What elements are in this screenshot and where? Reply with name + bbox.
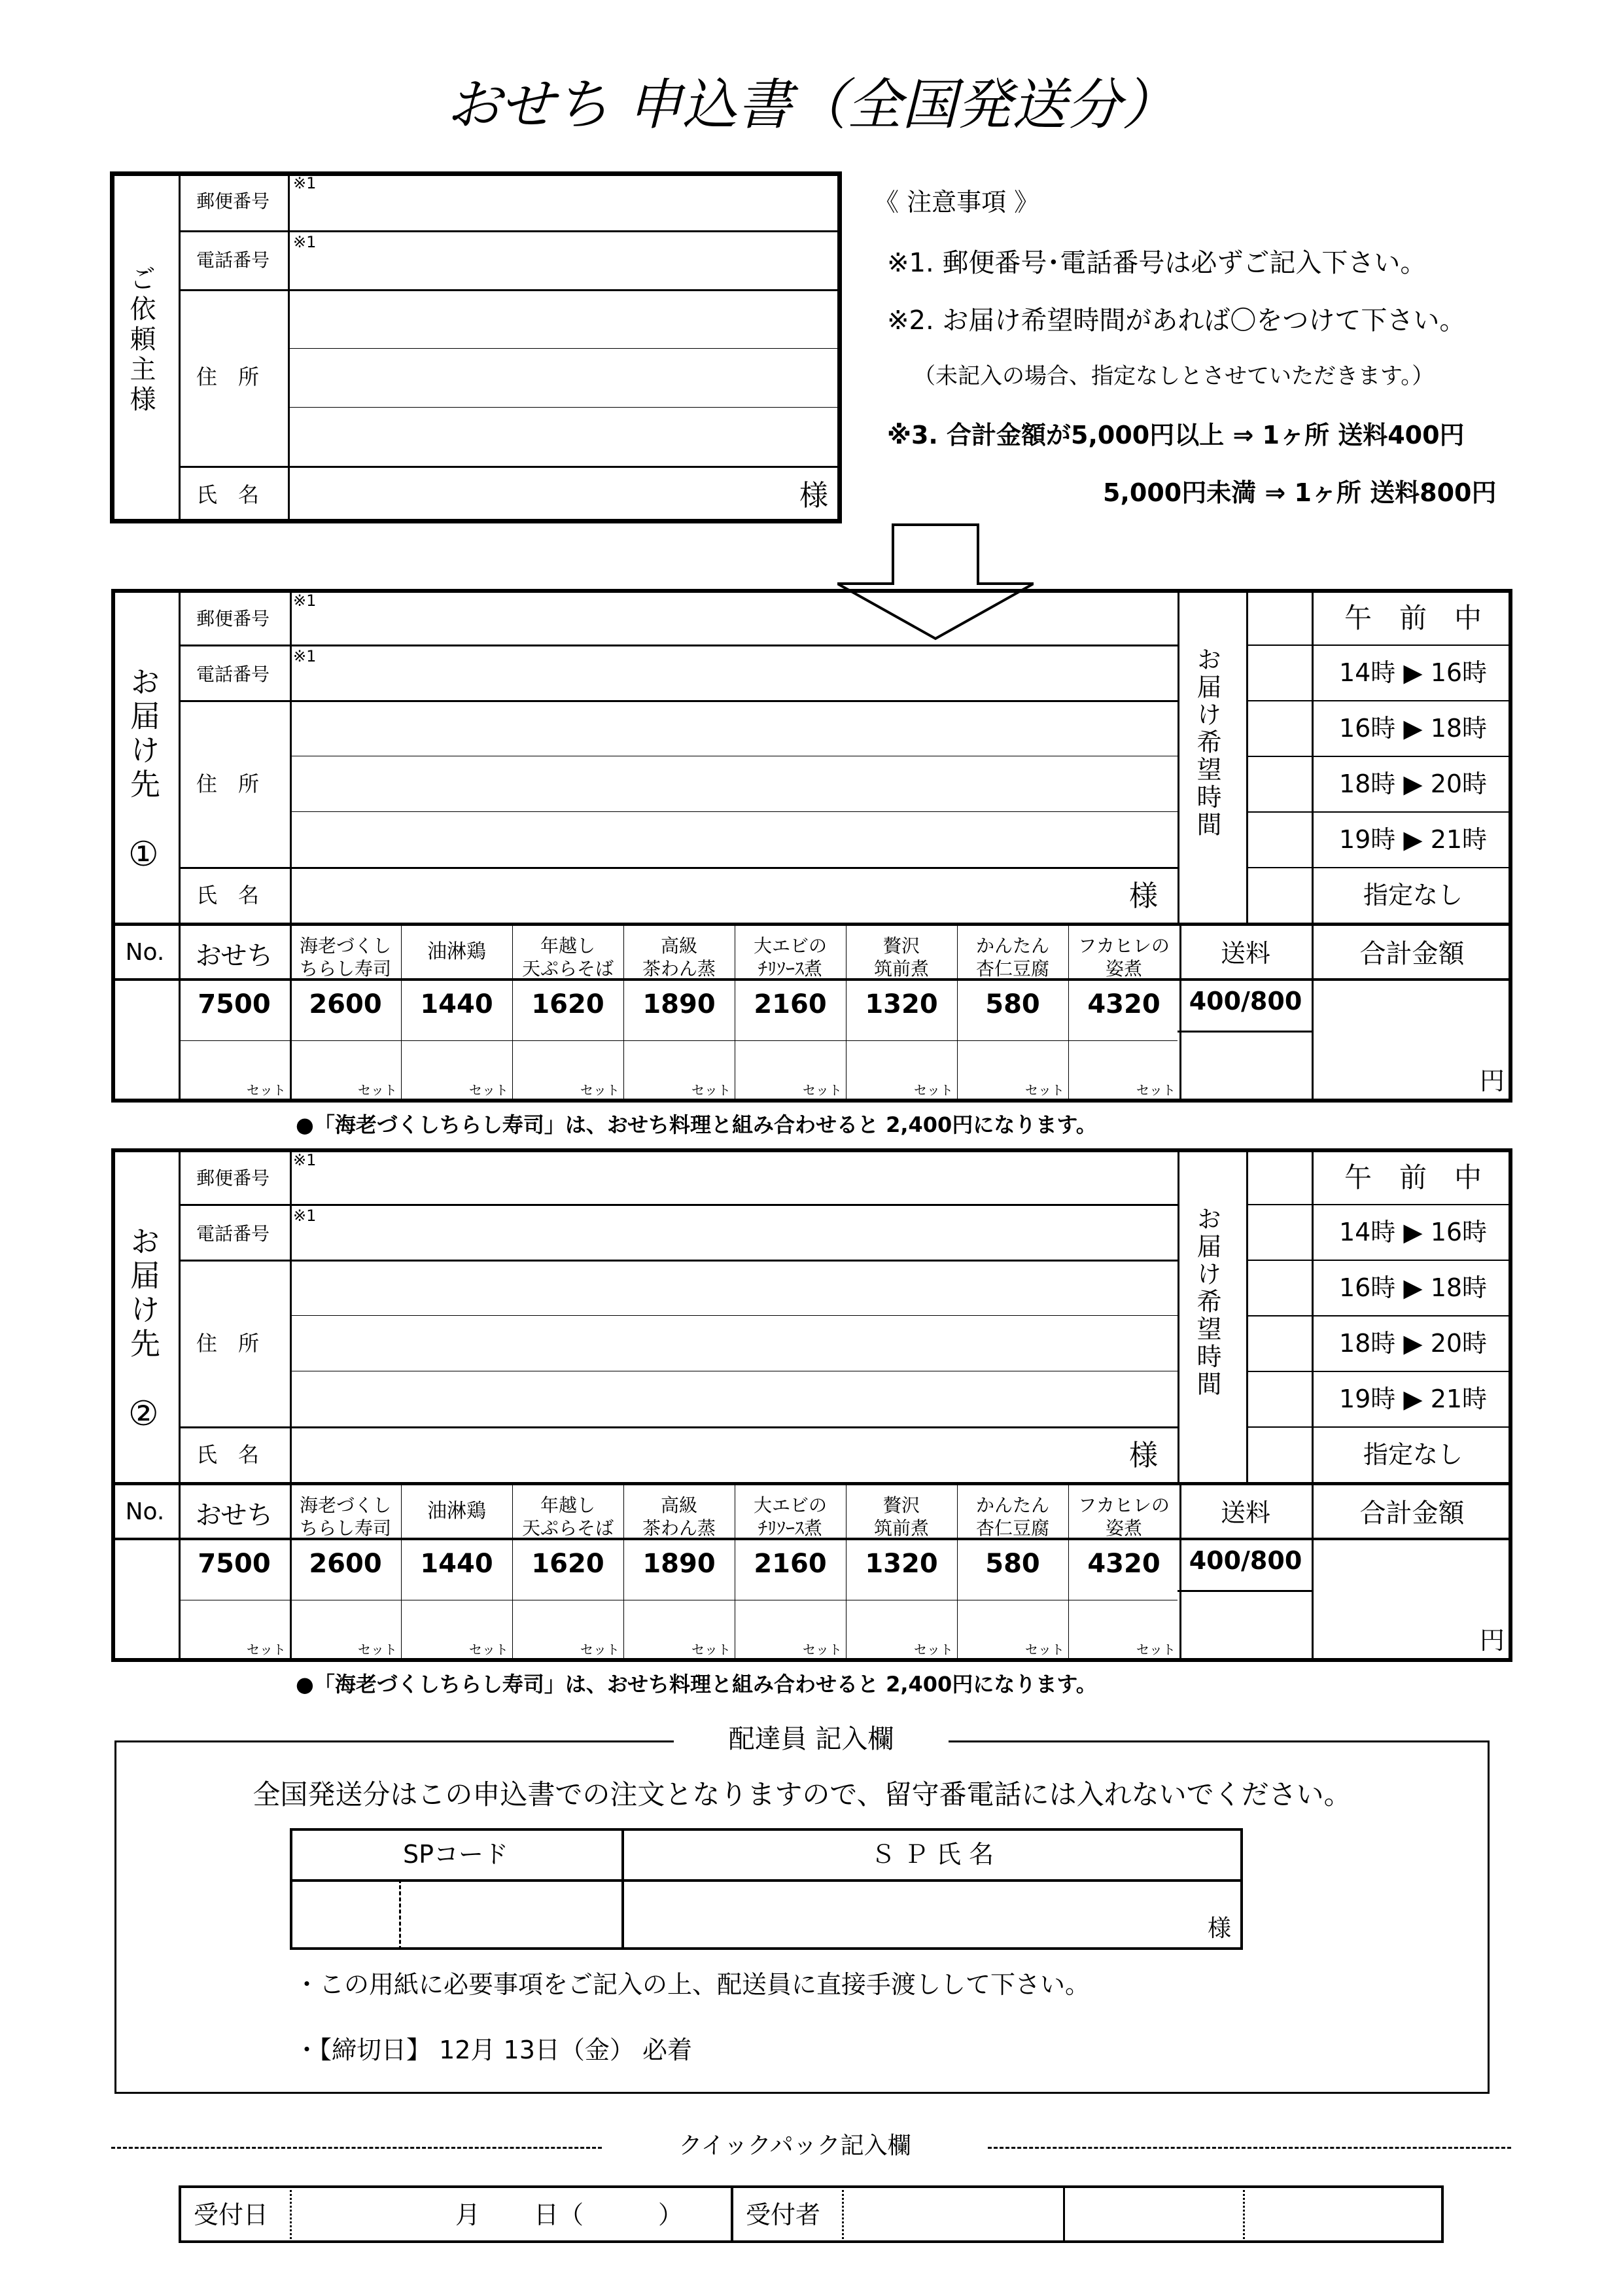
- item-price: 2600: [309, 989, 382, 1019]
- total-input[interactable]: [1316, 1544, 1473, 1649]
- total-label: 合計金額: [1359, 939, 1465, 969]
- item-unit-label: セット: [803, 1642, 842, 1657]
- sp-name-input[interactable]: [627, 1884, 1202, 1946]
- sp-code-input-1[interactable]: [294, 1884, 396, 1946]
- time-slot-5[interactable]: 19時 ▶ 21時: [1338, 1385, 1488, 1413]
- item-name: 贅沢 筑前煮: [873, 1494, 929, 1539]
- item-name: 高級 茶わん蒸: [642, 935, 716, 980]
- row-number-input[interactable]: [118, 985, 175, 1096]
- time-slot-3[interactable]: 16時 ▶ 18時: [1338, 714, 1488, 743]
- delivery-name-input[interactable]: [294, 870, 1125, 920]
- item-quantity-input[interactable]: [183, 1044, 248, 1095]
- delivery-address-label: 住 所: [196, 1331, 260, 1356]
- delivery-name-label: 氏 名: [196, 883, 260, 908]
- item-quantity-input[interactable]: [739, 1604, 804, 1655]
- item-price: 1890: [642, 1549, 716, 1579]
- courier-bullet-2: ・【締切日】 12月 13日（金） 必着: [294, 2036, 692, 2064]
- item-name: 贅沢 筑前煮: [873, 935, 929, 980]
- requester-postal-label: 郵便番号: [196, 190, 270, 212]
- time-slot-6[interactable]: 指定なし: [1363, 881, 1463, 910]
- time-slot-6[interactable]: 指定なし: [1363, 1440, 1463, 1469]
- received-date-label: 受付日: [194, 2200, 269, 2229]
- requester-address-input-2[interactable]: [294, 353, 831, 404]
- item-price: 2160: [754, 989, 827, 1019]
- item-quantity-input[interactable]: [405, 1604, 470, 1655]
- yen-label: 円: [1480, 1626, 1505, 1655]
- item-unit-label: セット: [803, 1082, 842, 1098]
- sp-name-label: Ｓ Ｐ 氏 名: [870, 1840, 994, 1869]
- time-slot-mark-3[interactable]: [1248, 703, 1310, 754]
- delivery-address-label: 住 所: [196, 771, 260, 796]
- item-unit-label: セット: [1025, 1642, 1064, 1657]
- delivery-side-label: お届け先: [126, 666, 161, 802]
- delivery-address-input-2[interactable]: [294, 1318, 1171, 1368]
- item-unit-label: セット: [1136, 1082, 1176, 1098]
- note-2: ※2. お届け希望時間があれば〇をつけて下さい。: [887, 306, 1466, 336]
- item-name: 年越し 天ぷらそば: [521, 1494, 614, 1539]
- requester-side-label: ご依頼主様: [126, 265, 156, 415]
- delivery-side-label: お届け先: [126, 1226, 161, 1362]
- item-price: 580: [985, 1549, 1040, 1579]
- time-slot-1[interactable]: 午 前 中: [1344, 602, 1482, 634]
- item-unit-label: セット: [914, 1642, 953, 1657]
- delivery-number-mark: ②: [128, 1394, 159, 1434]
- item-quantity-input[interactable]: [961, 1044, 1026, 1095]
- sp-code-label: SPコード: [402, 1840, 509, 1869]
- delivery-postal-ref: ※1: [293, 1151, 317, 1169]
- item-price: 7500: [198, 1549, 271, 1579]
- item-name: 油淋鶏: [427, 1500, 486, 1523]
- receiver-input-2[interactable]: [1068, 2191, 1239, 2238]
- courier-heading: 配達員 記入欄: [728, 1724, 894, 1754]
- sp-code-input-2[interactable]: [403, 1884, 619, 1946]
- delivery-address-input-2[interactable]: [294, 758, 1171, 808]
- note-3-sub: 5,000円未満 ⇒ 1ヶ所 送料800円: [1103, 478, 1497, 507]
- item-name: 海老づくし ちらし寿司: [299, 1494, 391, 1539]
- delivery-postal-ref: ※1: [293, 592, 317, 610]
- item-quantity-input[interactable]: [739, 1044, 804, 1095]
- time-slot-5[interactable]: 19時 ▶ 21時: [1338, 825, 1488, 854]
- receiver-input-1[interactable]: [846, 2191, 1060, 2238]
- item-quantity-input[interactable]: [516, 1044, 582, 1095]
- delivery-postal-input[interactable]: [327, 1160, 1171, 1201]
- requester-postal-input[interactable]: [327, 183, 831, 226]
- time-slot-2[interactable]: 14時 ▶ 16時: [1338, 1218, 1488, 1246]
- delivery-phone-ref: ※1: [293, 1207, 317, 1225]
- item-unit-label: セット: [691, 1642, 731, 1657]
- item-price: 1890: [642, 989, 716, 1019]
- delivery-honorific: 様: [1129, 879, 1158, 913]
- item-name: フカヒレの 姿煮: [1078, 1494, 1170, 1539]
- item-price: 2160: [754, 1549, 827, 1579]
- requester-address-label: 住 所: [196, 364, 260, 389]
- delivery-name-input[interactable]: [294, 1430, 1125, 1479]
- delivery-postal-label: 郵便番号: [196, 1167, 270, 1189]
- time-slot-mark-1[interactable]: [1248, 592, 1310, 643]
- total-label: 合計金額: [1359, 1498, 1465, 1528]
- item-name: おせち: [195, 1500, 273, 1530]
- delivery-number-mark: ①: [128, 835, 159, 874]
- item-quantity-input[interactable]: [294, 1604, 359, 1655]
- row-number-input[interactable]: [118, 1544, 175, 1655]
- item-price: 580: [985, 989, 1040, 1019]
- delivery-address-input-1[interactable]: [294, 1262, 1171, 1312]
- received-day-input[interactable]: [481, 2191, 531, 2238]
- item-price: 7500: [198, 989, 271, 1019]
- item-name: かんたん 杏仁豆腐: [975, 935, 1049, 980]
- item-quantity-input[interactable]: [1072, 1604, 1138, 1655]
- item-price: 2600: [309, 1549, 382, 1579]
- item-name: 高級 茶わん蒸: [642, 1494, 716, 1539]
- requester-postal-ref: ※1: [293, 174, 317, 192]
- item-name: おせち: [195, 941, 273, 971]
- item-price: 1620: [531, 1549, 604, 1579]
- sp-honorific: 様: [1208, 1915, 1232, 1942]
- yen-label: 円: [1480, 1067, 1505, 1095]
- item-quantity-input[interactable]: [850, 1044, 915, 1095]
- requester-name-label: 氏 名: [196, 482, 260, 507]
- courier-notice: 全国発送分はこの申込書での注文となりますので、留守番電話には入れないでください。: [253, 1778, 1352, 1810]
- requester-honorific: 様: [799, 479, 828, 512]
- note-3: ※3. 合計金額が5,000円以上 ⇒ 1ヶ所 送料400円: [887, 421, 1465, 450]
- time-slot-mark-4[interactable]: [1248, 1318, 1310, 1369]
- time-slot-mark-1[interactable]: [1248, 1151, 1310, 1202]
- item-price: 1320: [865, 1549, 938, 1579]
- item-quantity-input[interactable]: [850, 1604, 915, 1655]
- delivery-phone-ref: ※1: [293, 647, 317, 665]
- notes-heading: 《 注意事項 》: [874, 188, 1039, 217]
- delivery-honorific: 様: [1129, 1439, 1158, 1472]
- delivery-phone-label: 電話番号: [196, 1223, 270, 1245]
- item-unit-label: セット: [914, 1082, 953, 1098]
- item-quantity-input[interactable]: [294, 1044, 359, 1095]
- time-slot-4[interactable]: 18時 ▶ 20時: [1338, 769, 1488, 798]
- time-slot-1[interactable]: 午 前 中: [1344, 1161, 1482, 1193]
- requester-phone-input[interactable]: [327, 242, 831, 285]
- quickpack-divider-right: [988, 2147, 1511, 2149]
- item-price: 1620: [531, 989, 604, 1019]
- shipping-label: 送料: [1220, 939, 1270, 968]
- delivery-time-header: お届け希望時間: [1193, 1206, 1221, 1398]
- item-name: 年越し 天ぷらそば: [521, 935, 614, 980]
- item-name: かんたん 杏仁豆腐: [975, 1494, 1049, 1539]
- day-label: 日（ ）: [534, 2200, 684, 2229]
- item-quantity-input[interactable]: [183, 1604, 248, 1655]
- time-slot-mark-4[interactable]: [1248, 758, 1310, 809]
- requester-phone-label: 電話番号: [196, 249, 270, 271]
- time-slot-mark-2[interactable]: [1248, 1207, 1310, 1258]
- received-month-input[interactable]: [366, 2191, 451, 2238]
- delivery-phone-input[interactable]: [327, 656, 1171, 697]
- receiver-label: 受付者: [746, 2200, 821, 2229]
- time-slot-2[interactable]: 14時 ▶ 16時: [1338, 658, 1488, 687]
- shipping-value: 400/800: [1189, 1546, 1302, 1575]
- time-slot-mark-6[interactable]: [1248, 870, 1310, 921]
- page-title: おせち 申込書（全国発送分）: [446, 73, 1177, 137]
- item-unit-label: セット: [358, 1082, 397, 1098]
- item-unit-label: セット: [247, 1082, 286, 1098]
- note-1: ※1. 郵便番号･電話番号は必ずご記入下さい。: [887, 248, 1427, 278]
- requester-phone-ref: ※1: [293, 233, 317, 251]
- item-unit-label: セット: [1025, 1082, 1064, 1098]
- item-price: 4320: [1087, 989, 1161, 1019]
- delivery-phone-input[interactable]: [327, 1216, 1171, 1256]
- item-unit-label: セット: [580, 1642, 620, 1657]
- delivery-postal-label: 郵便番号: [196, 608, 270, 629]
- item-name: 海老づくし ちらし寿司: [299, 935, 391, 980]
- item-price: 1440: [420, 989, 493, 1019]
- delivery-footnote: ●「海老づくしちらし寿司」は、おせち料理と組み合わせると 2,400円になります。: [296, 1112, 1097, 1137]
- time-slot-4[interactable]: 18時 ▶ 20時: [1338, 1329, 1488, 1358]
- delivery-name-label: 氏 名: [196, 1442, 260, 1467]
- requester-name-input[interactable]: [294, 471, 792, 518]
- item-unit-label: セット: [580, 1082, 620, 1098]
- item-name: 大エビの ﾁﾘｿｰｽ煮: [753, 1494, 827, 1539]
- time-slot-mark-2[interactable]: [1248, 647, 1310, 698]
- time-slot-mark-6[interactable]: [1248, 1429, 1310, 1480]
- quickpack-heading: クイックパック記入欄: [678, 2132, 911, 2159]
- no-label: No.: [125, 939, 165, 966]
- item-name: フカヒレの 姿煮: [1078, 935, 1170, 980]
- requester-address-input-1[interactable]: [294, 294, 831, 345]
- item-quantity-input[interactable]: [627, 1604, 693, 1655]
- note-2-sub: （未記入の場合、指定なしとさせていただきます。）: [913, 363, 1435, 389]
- delivery-footnote: ●「海老づくしちらし寿司」は、おせち料理と組み合わせると 2,400円になります。: [296, 1672, 1097, 1697]
- total-input[interactable]: [1316, 985, 1473, 1089]
- item-price: 1320: [865, 989, 938, 1019]
- delivery-address-input-3[interactable]: [294, 1373, 1171, 1423]
- item-quantity-input[interactable]: [405, 1044, 470, 1095]
- item-unit-label: セット: [247, 1642, 286, 1657]
- delivery-time-header: お届け希望時間: [1193, 646, 1221, 839]
- item-price: 4320: [1087, 1549, 1161, 1579]
- item-quantity-input[interactable]: [516, 1604, 582, 1655]
- month-label: 月: [455, 2200, 481, 2229]
- time-slot-mark-5[interactable]: [1248, 814, 1310, 865]
- delivery-address-input-1[interactable]: [294, 703, 1171, 752]
- item-unit-label: セット: [469, 1082, 508, 1098]
- shipping-label: 送料: [1220, 1498, 1270, 1527]
- receiver-input-3[interactable]: [1248, 2191, 1438, 2238]
- delivery-postal-input[interactable]: [327, 601, 1171, 641]
- time-slot-3[interactable]: 16時 ▶ 18時: [1338, 1273, 1488, 1302]
- shipping-value: 400/800: [1189, 987, 1302, 1016]
- quickpack-divider-left: [111, 2147, 602, 2149]
- no-label: No.: [125, 1498, 165, 1525]
- item-unit-label: セット: [691, 1082, 731, 1098]
- time-slot-mark-5[interactable]: [1248, 1373, 1310, 1424]
- time-slot-mark-3[interactable]: [1248, 1262, 1310, 1313]
- item-unit-label: セット: [358, 1642, 397, 1657]
- item-unit-label: セット: [469, 1642, 508, 1657]
- item-quantity-input[interactable]: [1072, 1044, 1138, 1095]
- item-name: 油淋鶏: [427, 940, 486, 963]
- delivery-phone-label: 電話番号: [196, 663, 270, 685]
- requester-address-input-3[interactable]: [294, 412, 831, 463]
- item-quantity-input[interactable]: [627, 1044, 693, 1095]
- item-unit-label: セット: [1136, 1642, 1176, 1657]
- delivery-address-input-3[interactable]: [294, 814, 1171, 864]
- item-name: 大エビの ﾁﾘｿｰｽ煮: [753, 935, 827, 980]
- item-price: 1440: [420, 1549, 493, 1579]
- item-quantity-input[interactable]: [961, 1604, 1026, 1655]
- courier-bullet-1: ・この用紙に必要事項をご記入の上、配送員に直接手渡しして下さい。: [294, 1970, 1091, 1999]
